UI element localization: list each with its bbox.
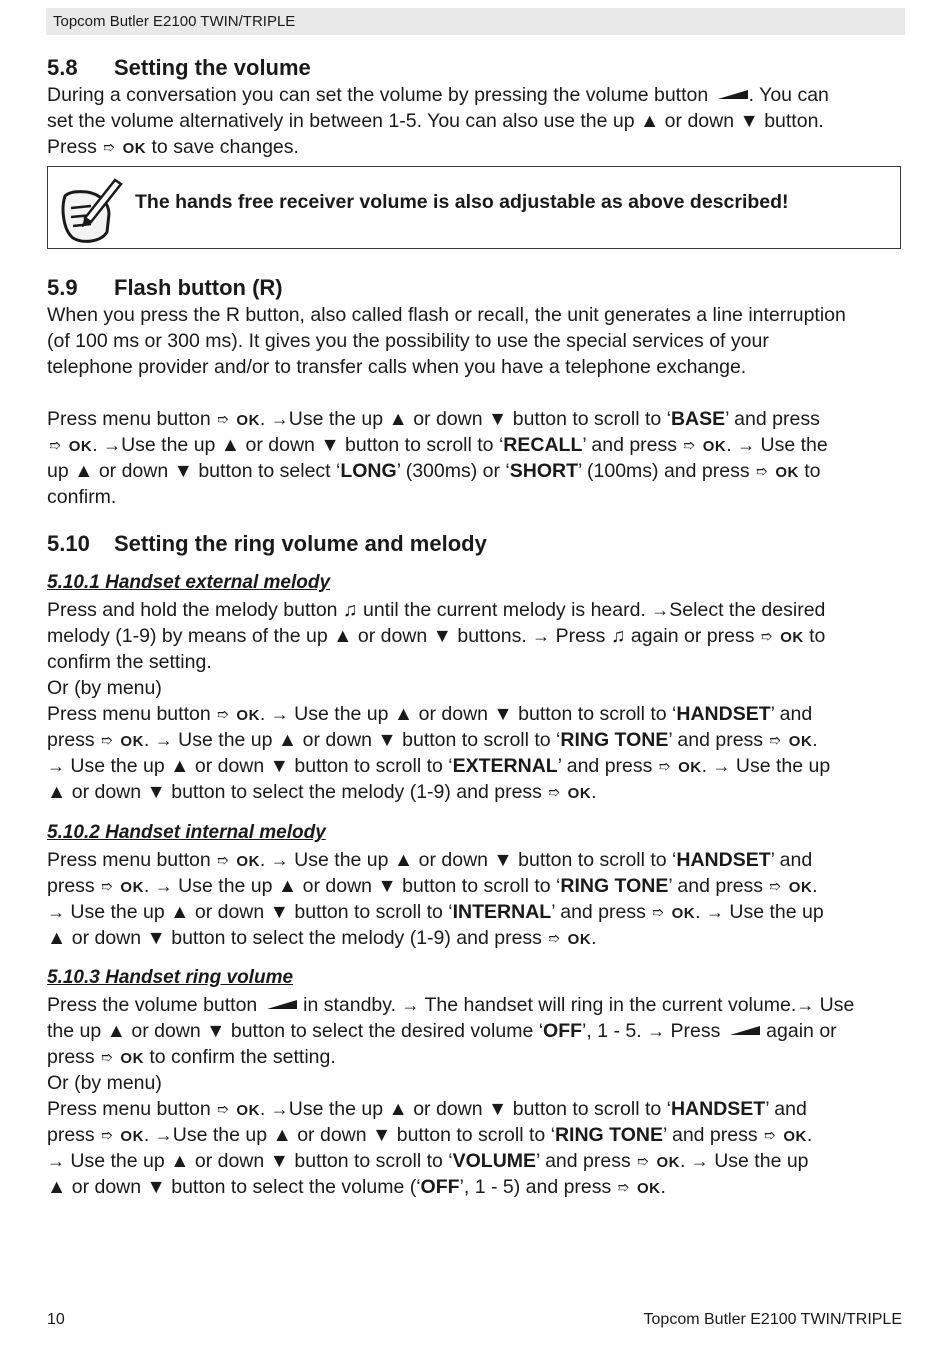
text-run: ’ and press (582, 434, 678, 456)
paragraph-line (47, 458, 821, 486)
text-run: Press menu button (47, 408, 211, 430)
text-run: . (812, 729, 818, 751)
ok-key: OK (120, 1050, 144, 1067)
ok-key: OK (702, 438, 727, 455)
ok-key: OK (656, 1154, 680, 1171)
bold-menu-term: INTERNAL (452, 901, 552, 923)
text-run: press (47, 1124, 95, 1146)
bold-menu-term: SHORT (509, 460, 578, 482)
text-run: . (143, 729, 150, 751)
text-run: ▲ or down ▼ button to select the melody (1-9) and press (47, 781, 542, 803)
text-run: Use the up ▲ or down ▼ button to scroll to ‘ (172, 1124, 555, 1146)
ok-arrow-icon: ➱ (216, 852, 229, 868)
paragraph-line: telephone provider and/or to transfer calls when you have a telephone exchange. (47, 356, 747, 378)
paragraph-line: set the volume alternatively in between 1-5. You can also use the up ▲ or down ▼ button. (47, 110, 824, 132)
text-run: Use the up ▲ or down ▼ button to scroll to ‘ (65, 1150, 453, 1172)
ok-arrow-icon: ➱ (547, 784, 560, 800)
ok-arrow-icon: ➱ (547, 930, 560, 946)
note-pencil-icon (57, 174, 123, 244)
text-run: Use the up ▲ or down ▼ button to scroll to ‘ (65, 755, 453, 777)
text-run: ▲ or down ▼ button to select the volume (‘ (47, 1176, 421, 1198)
arrow-icon: → (651, 600, 670, 620)
running-footer: Topcom Butler E2100 TWIN/TRIPLE (643, 1311, 902, 1328)
arrow-icon: → (532, 626, 551, 646)
ok-arrow-icon: ➱ (617, 1179, 629, 1195)
ok-key: OK (783, 1128, 807, 1145)
text-run: to save changes. (151, 136, 299, 158)
text-run: to (804, 460, 821, 482)
paragraph-line (47, 992, 854, 1018)
text-run: in standby. (297, 994, 402, 1016)
ok-arrow-icon: ➱ (658, 758, 671, 774)
text-run: . (143, 875, 150, 897)
arrow-icon: → (270, 1099, 289, 1119)
section-number: 5.9 (47, 275, 78, 300)
volume-button-icon (718, 90, 748, 99)
volume-button-icon (267, 1000, 297, 1009)
ok-arrow-icon: ➱ (760, 628, 773, 644)
arrow-icon: → (712, 756, 731, 776)
paragraph-line: (of 100 ms or 300 ms). It gives you the possibility to use the special services of your (47, 330, 769, 352)
ok-key: OK (236, 853, 260, 870)
ok-arrow-icon: ➱ (49, 437, 61, 453)
text-run: . (259, 703, 266, 725)
paragraph-line (47, 727, 818, 755)
ok-arrow-icon: ➱ (763, 1127, 776, 1143)
text-run: Use the (760, 434, 828, 456)
ok-arrow-icon: ➱ (755, 463, 768, 479)
text-run: Press menu button (47, 1098, 211, 1120)
arrow-icon: → (401, 995, 420, 1015)
section-title: Setting the volume (114, 55, 311, 80)
arrow-icon: → (154, 1125, 173, 1145)
text-run: . (259, 408, 266, 430)
paragraph-line: When you press the R button, also called flash or recall, the unit generates a line interruption (47, 304, 846, 326)
paragraph-line (47, 597, 825, 623)
section-heading-5-10 (47, 531, 487, 557)
section-title: Flash button (R) (114, 275, 283, 300)
text-run: . (812, 875, 818, 897)
subsection-heading-5-10-3: 5.10.3 Handset ring volume (47, 967, 294, 988)
arrow-icon: → (103, 435, 122, 455)
bold-menu-term: EXTERNAL (452, 755, 558, 777)
bold-menu-term: HANDSET (670, 1098, 766, 1120)
text-run: Press the volume button (47, 994, 263, 1016)
text-run: ’ and press (668, 729, 764, 751)
text-run: to (809, 625, 826, 647)
ok-arrow-icon: ➱ (216, 1101, 229, 1117)
text-run: . (591, 927, 597, 949)
text-run: ▲ or down ▼ button to select the melody (1-9) and press (47, 927, 542, 949)
text-run: . (806, 1124, 813, 1146)
text-run: Use the up ▲ or down ▼ button to scroll to ‘ (121, 434, 504, 456)
section-title: Setting the ring volume and melody (114, 531, 487, 556)
text-run: . (679, 1150, 686, 1172)
paragraph-line (47, 925, 597, 953)
text-run: Use the up (723, 901, 824, 923)
text-run: ’, 1 - 5) and press (459, 1176, 612, 1198)
paragraph-line (47, 847, 812, 875)
text-run: . You can (748, 84, 829, 106)
arrow-icon: → (47, 902, 65, 922)
paragraph-line (47, 1174, 666, 1202)
paragraph-line (47, 779, 597, 807)
section-heading-5-8 (47, 55, 311, 81)
text-run: up ▲ or down ▼ button to select ‘ (47, 460, 341, 482)
text-run: . (259, 1098, 266, 1120)
arrow-icon: → (47, 756, 65, 776)
ok-key: OK (236, 707, 260, 724)
paragraph-line (47, 1096, 807, 1124)
ok-arrow-icon: ➱ (683, 437, 695, 453)
paragraph-line (47, 1018, 837, 1044)
section-number: 5.8 (47, 55, 78, 80)
subsection-heading-5-10-1: 5.10.1 Handset external melody (47, 572, 331, 593)
bold-menu-term: HANDSET (676, 703, 771, 725)
text-run: ’ and press (668, 875, 764, 897)
arrow-icon: → (154, 876, 173, 896)
text-run: Use the up ▲ or down ▼ button to scroll to ‘ (288, 703, 677, 725)
text-run: ’, 1 - 5. (582, 1020, 648, 1042)
ok-arrow-icon: ➱ (100, 732, 113, 748)
text-run: melody (1-9) by means of the up ▲ or down ▼ buttons. (47, 625, 533, 647)
bold-menu-term: RING TONE (560, 729, 669, 751)
text-run: . (660, 1176, 666, 1198)
bold-menu-term: OFF (543, 1020, 583, 1042)
text-run: ’ and press (557, 755, 653, 777)
text-run: press (47, 875, 95, 897)
text-run: to confirm the setting. (149, 1046, 336, 1068)
ok-key: OK (775, 464, 799, 481)
page-number: 10 (47, 1311, 65, 1328)
ok-arrow-icon: ➱ (216, 411, 229, 427)
text-run: ’ (100ms) and press (578, 460, 750, 482)
text-run: Press and hold the melody button ♫ until the current melody is heard. (47, 599, 652, 621)
paragraph-line (47, 82, 829, 108)
paragraph-line (47, 432, 828, 460)
ok-key: OK (678, 759, 702, 776)
ok-arrow-icon: ➱ (651, 904, 664, 920)
arrow-icon: → (796, 995, 815, 1015)
text-run: Select the desired (669, 599, 826, 621)
text-run: Use the up ▲ or down ▼ button to scroll to ‘ (172, 729, 561, 751)
ok-key: OK (567, 931, 592, 948)
ok-key: OK (120, 879, 144, 896)
text-run: Press ♫ again or press (550, 625, 755, 647)
text-run: . (259, 849, 266, 871)
text-run: . (92, 434, 98, 456)
bold-menu-term: RING TONE (560, 875, 669, 897)
ok-arrow-icon: ➱ (769, 878, 781, 894)
bold-menu-term: OFF (420, 1176, 460, 1198)
paragraph-line (47, 406, 820, 434)
paragraph-line: confirm the setting. (47, 651, 212, 673)
subsection-heading-5-10-2: 5.10.2 Handset internal melody (47, 822, 326, 843)
ok-key: OK (120, 733, 144, 750)
paragraph-line: confirm. (47, 486, 117, 508)
ok-key: OK (788, 879, 813, 896)
section-heading-5-9 (47, 275, 283, 301)
bold-menu-term: BASE (670, 408, 726, 430)
text-run: again or (760, 1020, 837, 1042)
paragraph-line (47, 753, 830, 781)
text-run: Use the up (730, 755, 831, 777)
ok-key: OK (671, 905, 696, 922)
ok-key: OK (236, 412, 260, 429)
bold-menu-term: VOLUME (452, 1150, 537, 1172)
bold-menu-term: HANDSET (676, 849, 771, 871)
text-run: . (701, 755, 708, 777)
text-run: Press menu button (47, 849, 211, 871)
note-text: The hands free receiver volume is also adjustable as above described! (135, 191, 789, 213)
text-run: Use the up ▲ or down ▼ button to scroll to ‘ (172, 875, 561, 897)
text-run: Use the up (708, 1150, 809, 1172)
ok-key: OK (122, 140, 147, 157)
ok-arrow-icon: ➱ (216, 706, 229, 722)
text-run: ’ and press (725, 408, 820, 430)
text-run: the up ▲ or down ▼ button to select the desired volume ‘ (47, 1020, 544, 1042)
ok-key: OK (236, 1102, 260, 1119)
paragraph-line (47, 899, 824, 927)
paragraph-line: Or (by menu) (47, 1072, 162, 1094)
text-run: ’ and (770, 849, 813, 871)
text-run: press (47, 1046, 95, 1068)
arrow-icon: → (154, 730, 173, 750)
ok-key: OK (788, 733, 813, 750)
arrow-icon: → (270, 704, 289, 724)
text-run: Use the up ▲ or down ▼ button to scroll to ‘ (288, 408, 671, 430)
bold-menu-term: RING TONE (554, 1124, 663, 1146)
text-run: Use the up ▲ or down ▼ button to scroll to ‘ (65, 901, 453, 923)
paragraph-line (47, 1044, 336, 1072)
bold-menu-term: LONG (340, 460, 397, 482)
text-run: ’ and press (551, 901, 646, 923)
ok-arrow-icon: ➱ (769, 732, 781, 748)
text-run: Use the up ▲ or down ▼ button to scroll to ‘ (288, 849, 677, 871)
arrow-icon: → (737, 435, 756, 455)
text-run: Press (665, 1020, 726, 1042)
arrow-icon: → (270, 409, 289, 429)
paragraph-line: Or (by menu) (47, 677, 162, 699)
ok-arrow-icon: ➱ (102, 139, 115, 155)
ok-arrow-icon: ➱ (100, 1127, 113, 1143)
ok-key: OK (68, 438, 93, 455)
arrow-icon: → (690, 1151, 709, 1171)
text-run: Use (814, 994, 855, 1016)
paragraph-line (47, 134, 299, 162)
arrow-icon: → (647, 1021, 666, 1041)
arrow-icon: → (270, 850, 289, 870)
paragraph-line (47, 701, 812, 729)
text-run: . (726, 434, 732, 456)
text-run: ’ (300ms) or ‘ (396, 460, 510, 482)
text-run: Use the up ▲ or down ▼ button to scroll to ‘ (288, 1098, 671, 1120)
text-run: ’ and press (536, 1150, 631, 1172)
ok-key: OK (637, 1180, 661, 1197)
text-run: . (591, 781, 597, 803)
running-header: Topcom Butler E2100 TWIN/TRIPLE (46, 8, 905, 35)
paragraph-line (47, 1122, 812, 1150)
text-run: During a conversation you can set the volume by pressing the volume button (47, 84, 714, 106)
volume-button-icon (730, 1026, 760, 1035)
paragraph-line (47, 1148, 809, 1176)
paragraph-line (47, 623, 825, 651)
ok-key: OK (780, 629, 804, 646)
ok-arrow-icon: ➱ (636, 1153, 649, 1169)
text-run: The handset will ring in the current volume. (419, 994, 797, 1016)
text-run: . (695, 901, 701, 923)
text-run: Press (47, 136, 97, 158)
ok-arrow-icon: ➱ (100, 1049, 113, 1065)
ok-key: OK (120, 1128, 144, 1145)
text-run: ’ and (770, 703, 813, 725)
section-number: 5.10 (47, 531, 90, 556)
text-run: Press menu button (47, 703, 211, 725)
text-run: press (47, 729, 95, 751)
arrow-icon: → (705, 902, 724, 922)
ok-key: OK (567, 785, 592, 802)
text-run: ’ and press (662, 1124, 758, 1146)
text-run: ’ and (765, 1098, 807, 1120)
arrow-icon: → (47, 1151, 65, 1171)
bold-menu-term: RECALL (503, 434, 583, 456)
note-box (47, 166, 901, 249)
ok-arrow-icon: ➱ (100, 878, 113, 894)
text-run: . (143, 1124, 150, 1146)
paragraph-line (47, 873, 818, 901)
